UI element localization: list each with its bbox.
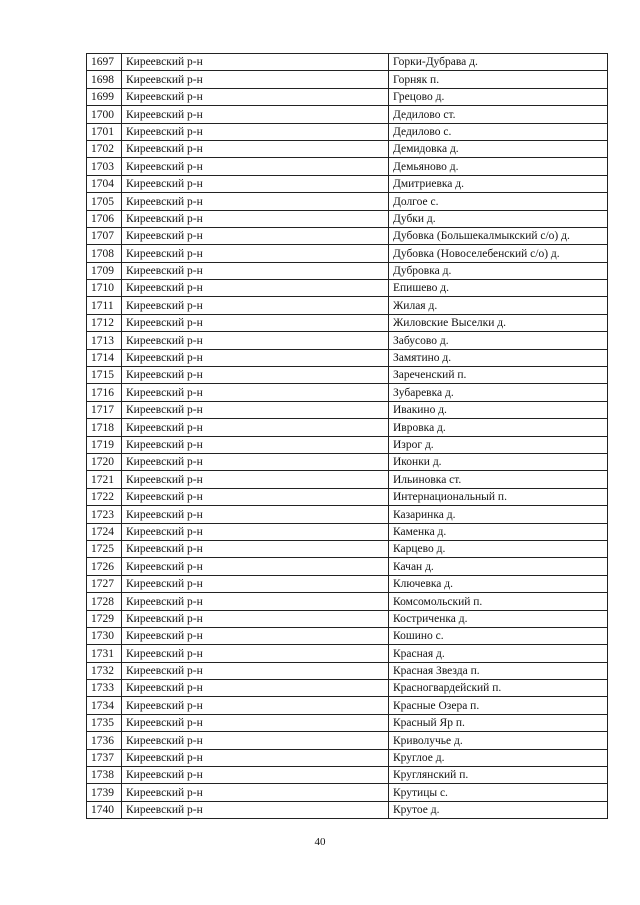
district-cell: Киреевский р-н — [122, 575, 389, 592]
settlement-cell: Грецово д. — [389, 88, 608, 105]
row-number-cell: 1707 — [87, 227, 122, 244]
row-number-cell: 1698 — [87, 71, 122, 88]
row-number-cell: 1699 — [87, 88, 122, 105]
settlement-cell: Красный Яр п. — [389, 714, 608, 731]
row-number-cell: 1738 — [87, 767, 122, 784]
settlement-cell: Крутицы с. — [389, 784, 608, 801]
district-cell: Киреевский р-н — [122, 714, 389, 731]
row-number-cell: 1736 — [87, 732, 122, 749]
row-number-cell: 1704 — [87, 175, 122, 192]
district-cell: Киреевский р-н — [122, 71, 389, 88]
row-number-cell: 1708 — [87, 245, 122, 262]
row-number-cell: 1729 — [87, 610, 122, 627]
settlement-cell: Ивакино д. — [389, 401, 608, 418]
row-number-cell: 1733 — [87, 680, 122, 697]
settlement-cell: Демидовка д. — [389, 140, 608, 157]
table-row — [87, 801, 608, 818]
table-row — [87, 419, 608, 436]
row-number-cell: 1701 — [87, 123, 122, 140]
settlement-cell: Круглое д. — [389, 749, 608, 766]
table-row — [87, 471, 608, 488]
settlement-cell: Криволучье д. — [389, 732, 608, 749]
table-row — [87, 610, 608, 627]
district-cell: Киреевский р-н — [122, 280, 389, 297]
table-row — [87, 88, 608, 105]
settlement-cell: Дмитриевка д. — [389, 175, 608, 192]
table-row — [87, 280, 608, 297]
row-number-cell: 1711 — [87, 297, 122, 314]
row-number-cell: 1713 — [87, 332, 122, 349]
table-row — [87, 71, 608, 88]
row-number-cell: 1732 — [87, 662, 122, 679]
settlements-table-body — [87, 54, 608, 819]
row-number-cell: 1739 — [87, 784, 122, 801]
district-cell: Киреевский р-н — [122, 314, 389, 331]
district-cell: Киреевский р-н — [122, 732, 389, 749]
settlement-cell: Демьяново д. — [389, 158, 608, 175]
settlement-cell: Карцево д. — [389, 540, 608, 557]
district-cell: Киреевский р-н — [122, 401, 389, 418]
district-cell: Киреевский р-н — [122, 453, 389, 470]
row-number-cell: 1700 — [87, 106, 122, 123]
district-cell: Киреевский р-н — [122, 523, 389, 540]
row-number-cell: 1737 — [87, 749, 122, 766]
district-cell: Киреевский р-н — [122, 54, 389, 71]
row-number-cell: 1726 — [87, 558, 122, 575]
district-cell: Киреевский р-н — [122, 158, 389, 175]
district-cell: Киреевский р-н — [122, 593, 389, 610]
table-row — [87, 593, 608, 610]
table-row — [87, 314, 608, 331]
row-number-cell: 1721 — [87, 471, 122, 488]
district-cell: Киреевский р-н — [122, 540, 389, 557]
row-number-cell: 1715 — [87, 367, 122, 384]
row-number-cell: 1728 — [87, 593, 122, 610]
table-row — [87, 54, 608, 71]
settlement-cell: Замятино д. — [389, 349, 608, 366]
row-number-cell: 1709 — [87, 262, 122, 279]
district-cell: Киреевский р-н — [122, 680, 389, 697]
settlement-cell: Качан д. — [389, 558, 608, 575]
table-row — [87, 210, 608, 227]
settlement-cell: Епишево д. — [389, 280, 608, 297]
settlement-cell: Ключевка д. — [389, 575, 608, 592]
district-cell: Киреевский р-н — [122, 297, 389, 314]
district-cell: Киреевский р-н — [122, 419, 389, 436]
settlement-cell: Зубаревка д. — [389, 384, 608, 401]
district-cell: Киреевский р-н — [122, 332, 389, 349]
table-row — [87, 227, 608, 244]
settlement-cell: Зареченский п. — [389, 367, 608, 384]
row-number-cell: 1734 — [87, 697, 122, 714]
row-number-cell: 1702 — [87, 140, 122, 157]
table-row — [87, 384, 608, 401]
settlement-cell: Жиловские Выселки д. — [389, 314, 608, 331]
district-cell: Киреевский р-н — [122, 123, 389, 140]
district-cell: Киреевский р-н — [122, 106, 389, 123]
row-number-cell: 1723 — [87, 506, 122, 523]
row-number-cell: 1705 — [87, 193, 122, 210]
table-row — [87, 627, 608, 644]
table-row — [87, 262, 608, 279]
row-number-cell: 1710 — [87, 280, 122, 297]
settlement-cell: Изрог д. — [389, 436, 608, 453]
table-row — [87, 540, 608, 557]
page-number: 40 — [314, 836, 326, 848]
district-cell: Киреевский р-н — [122, 436, 389, 453]
row-number-cell: 1697 — [87, 54, 122, 71]
row-number-cell: 1740 — [87, 801, 122, 818]
settlement-cell: Казаринка д. — [389, 506, 608, 523]
settlement-cell: Круглянский п. — [389, 767, 608, 784]
settlement-cell: Забусово д. — [389, 332, 608, 349]
district-cell: Киреевский р-н — [122, 367, 389, 384]
table-row — [87, 367, 608, 384]
row-number-cell: 1706 — [87, 210, 122, 227]
table-row — [87, 332, 608, 349]
district-cell: Киреевский р-н — [122, 88, 389, 105]
table-row — [87, 662, 608, 679]
row-number-cell: 1716 — [87, 384, 122, 401]
row-number-cell: 1725 — [87, 540, 122, 557]
district-cell: Киреевский р-н — [122, 349, 389, 366]
settlement-cell: Дедилово с. — [389, 123, 608, 140]
row-number-cell: 1722 — [87, 488, 122, 505]
district-cell: Киреевский р-н — [122, 749, 389, 766]
table-row — [87, 767, 608, 784]
settlement-cell: Жилая д. — [389, 297, 608, 314]
settlement-cell: Горняк п. — [389, 71, 608, 88]
table-row — [87, 436, 608, 453]
row-number-cell: 1719 — [87, 436, 122, 453]
district-cell: Киреевский р-н — [122, 610, 389, 627]
district-cell: Киреевский р-н — [122, 140, 389, 157]
settlement-cell: Костриченка д. — [389, 610, 608, 627]
settlement-cell: Дубровка д. — [389, 262, 608, 279]
settlement-cell: Долгое с. — [389, 193, 608, 210]
settlement-cell: Горки-Дубрава д. — [389, 54, 608, 71]
row-number-cell: 1720 — [87, 453, 122, 470]
table-row — [87, 140, 608, 157]
district-cell: Киреевский р-н — [122, 262, 389, 279]
district-cell: Киреевский р-н — [122, 384, 389, 401]
table-row — [87, 558, 608, 575]
settlement-cell: Красногвардейский п. — [389, 680, 608, 697]
table-row — [87, 680, 608, 697]
district-cell: Киреевский р-н — [122, 645, 389, 662]
table-row — [87, 784, 608, 801]
row-number-cell: 1703 — [87, 158, 122, 175]
settlements-table — [86, 53, 608, 819]
district-cell: Киреевский р-н — [122, 175, 389, 192]
table-row — [87, 506, 608, 523]
row-number-cell: 1718 — [87, 419, 122, 436]
table-row — [87, 401, 608, 418]
district-cell: Киреевский р-н — [122, 227, 389, 244]
settlement-cell: Красные Озера п. — [389, 697, 608, 714]
district-cell: Киреевский р-н — [122, 558, 389, 575]
settlement-cell: Ильиновка ст. — [389, 471, 608, 488]
settlement-cell: Дубовка (Большекалмыкский с/о) д. — [389, 227, 608, 244]
table-row — [87, 697, 608, 714]
district-cell: Киреевский р-н — [122, 506, 389, 523]
table-row — [87, 123, 608, 140]
table-row — [87, 523, 608, 540]
row-number-cell: 1730 — [87, 627, 122, 644]
table-row — [87, 297, 608, 314]
table-row — [87, 349, 608, 366]
settlement-cell: Красная Звезда п. — [389, 662, 608, 679]
table-row — [87, 732, 608, 749]
row-number-cell: 1735 — [87, 714, 122, 731]
district-cell: Киреевский р-н — [122, 801, 389, 818]
district-cell: Киреевский р-н — [122, 627, 389, 644]
table-row — [87, 453, 608, 470]
table-row — [87, 175, 608, 192]
row-number-cell: 1717 — [87, 401, 122, 418]
district-cell: Киреевский р-н — [122, 784, 389, 801]
settlement-cell: Красная д. — [389, 645, 608, 662]
district-cell: Киреевский р-н — [122, 471, 389, 488]
district-cell: Киреевский р-н — [122, 662, 389, 679]
table-row — [87, 714, 608, 731]
district-cell: Киреевский р-н — [122, 210, 389, 227]
district-cell: Киреевский р-н — [122, 697, 389, 714]
table-row — [87, 245, 608, 262]
district-cell: Киреевский р-н — [122, 245, 389, 262]
settlement-cell: Кошино с. — [389, 627, 608, 644]
row-number-cell: 1714 — [87, 349, 122, 366]
row-number-cell: 1727 — [87, 575, 122, 592]
district-cell: Киреевский р-н — [122, 488, 389, 505]
table-row — [87, 158, 608, 175]
row-number-cell: 1712 — [87, 314, 122, 331]
settlement-cell: Дубки д. — [389, 210, 608, 227]
table-row — [87, 575, 608, 592]
district-cell: Киреевский р-н — [122, 767, 389, 784]
settlement-cell: Дубовка (Новоселебенский с/о) д. — [389, 245, 608, 262]
row-number-cell: 1731 — [87, 645, 122, 662]
table-row — [87, 749, 608, 766]
district-cell: Киреевский р-н — [122, 193, 389, 210]
table-row — [87, 488, 608, 505]
table-row — [87, 193, 608, 210]
table-row — [87, 106, 608, 123]
table-row — [87, 645, 608, 662]
settlement-cell: Комсомольский п. — [389, 593, 608, 610]
settlement-cell: Дедилово ст. — [389, 106, 608, 123]
settlement-cell: Ивровка д. — [389, 419, 608, 436]
settlement-cell: Каменка д. — [389, 523, 608, 540]
settlement-cell: Иконки д. — [389, 453, 608, 470]
row-number-cell: 1724 — [87, 523, 122, 540]
settlement-cell: Крутое д. — [389, 801, 608, 818]
settlement-cell: Интернациональный п. — [389, 488, 608, 505]
